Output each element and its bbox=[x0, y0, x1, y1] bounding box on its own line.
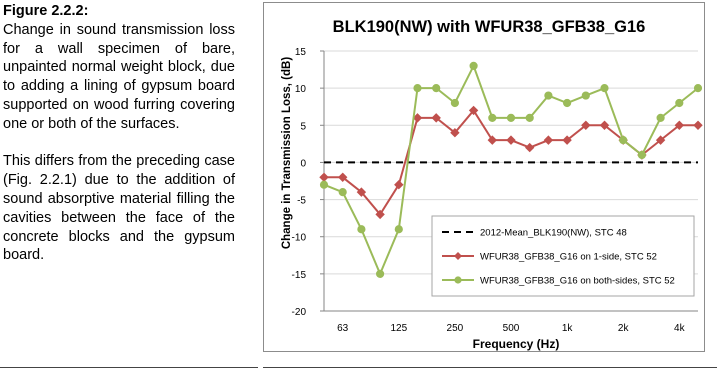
data-point-circle bbox=[507, 114, 514, 121]
data-point-circle bbox=[657, 114, 664, 121]
caption-paragraph-1: Change in sound transmission loss for a wall specimen of bare, unpainted normal weight block, due to adding a lining of gypsum board supported on wood furring covering one or both of the surfaces. bbox=[3, 21, 235, 132]
data-point-circle bbox=[377, 270, 384, 277]
x-tick-label: 250 bbox=[446, 323, 464, 334]
bottom-rule-right bbox=[263, 367, 717, 368]
y-tick-label: 15 bbox=[294, 47, 306, 58]
data-point-circle bbox=[545, 92, 552, 99]
y-tick-label: 5 bbox=[300, 121, 306, 133]
x-tick-label: 500 bbox=[502, 323, 520, 334]
data-point-circle bbox=[489, 114, 496, 121]
data-point-circle bbox=[620, 137, 627, 144]
data-point-diamond bbox=[507, 136, 515, 144]
chart-frame bbox=[263, 2, 705, 352]
data-point-diamond bbox=[544, 136, 552, 144]
data-point-circle bbox=[451, 99, 458, 106]
line-chart bbox=[264, 3, 706, 353]
x-tick-labels bbox=[337, 323, 685, 334]
x-tick-label: 63 bbox=[337, 323, 349, 334]
y-tick-label: -15 bbox=[291, 269, 306, 281]
data-point-circle bbox=[582, 92, 589, 99]
data-point-circle bbox=[470, 62, 477, 69]
bottom-rule-left bbox=[0, 367, 258, 368]
chart-title: BLK190(NW) with WFUR38_GFB38_G16 bbox=[332, 18, 646, 36]
x-tick-label: 4k bbox=[674, 323, 685, 334]
data-point-diamond bbox=[320, 173, 328, 181]
data-point-circle bbox=[395, 226, 402, 233]
legend-label: WFUR38_GFB38_G16 on 1-side, STC 52 bbox=[480, 251, 657, 263]
data-point-circle bbox=[694, 85, 701, 92]
legend-marker bbox=[454, 276, 461, 283]
legend-label: 2012-Mean_BLK190(NW), STC 48 bbox=[480, 227, 627, 239]
y-tick-label: 0 bbox=[300, 158, 306, 170]
x-tick-label: 125 bbox=[390, 323, 408, 334]
y-axis-label: Change in Transmission Loss, (dB) bbox=[281, 56, 293, 250]
x-axis-label: Frequency (Hz) bbox=[472, 337, 560, 351]
legend bbox=[432, 216, 694, 296]
x-tick-label: 1k bbox=[561, 323, 573, 334]
y-tick-labels bbox=[292, 47, 307, 318]
data-point-circle bbox=[339, 189, 346, 196]
data-point-circle bbox=[564, 99, 571, 106]
data-point-circle bbox=[414, 85, 421, 92]
caption-spacer bbox=[3, 134, 235, 153]
y-tick-label: -20 bbox=[291, 307, 306, 318]
data-point-circle bbox=[320, 181, 327, 188]
y-tick-label: -5 bbox=[297, 195, 306, 207]
data-point-circle bbox=[526, 114, 533, 121]
data-point-circle bbox=[638, 151, 645, 158]
y-tick-label: -10 bbox=[291, 232, 306, 244]
data-point-diamond bbox=[526, 144, 534, 152]
figure-caption bbox=[3, 2, 235, 265]
y-tick-label: 10 bbox=[294, 84, 306, 96]
caption-paragraph-2: This differs from the preceding case (Fig. 2.2.1) due to the addition of sound absorptive material filling the cavities between the face of the concrete blocks and the gypsum board. bbox=[3, 153, 235, 264]
data-point-circle bbox=[676, 99, 683, 106]
data-point-circle bbox=[433, 85, 440, 92]
caption-title-text: Figure 2.2.2 bbox=[3, 3, 84, 19]
data-point-diamond bbox=[694, 121, 702, 129]
caption-title-colon: : bbox=[83, 3, 89, 19]
x-tick-label: 2k bbox=[617, 323, 629, 334]
data-point-circle bbox=[601, 85, 608, 92]
caption-title bbox=[3, 2, 235, 21]
legend-label: WFUR38_GFB38_G16 on both-sides, STC 52 bbox=[480, 275, 675, 287]
data-point-circle bbox=[358, 226, 365, 233]
